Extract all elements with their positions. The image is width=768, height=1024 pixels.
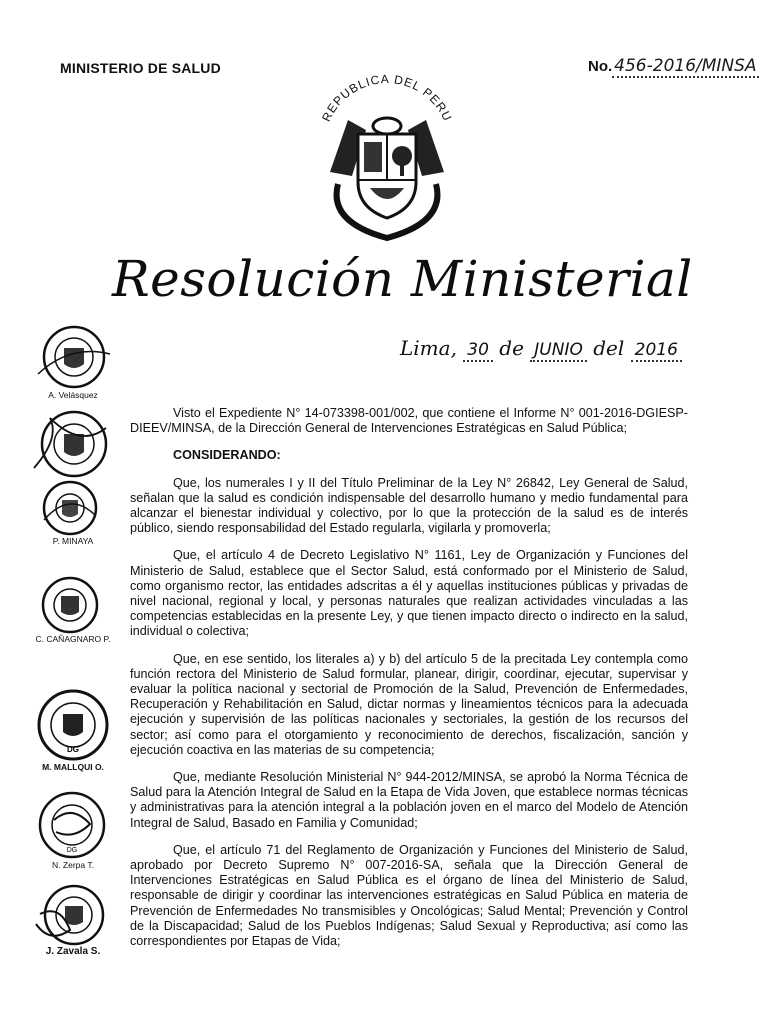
visa-stamp-5 [30, 688, 116, 772]
seal-icon [30, 480, 116, 536]
visa-stamp-6 [30, 790, 116, 870]
ministry-name: MINISTERIO DE SALUD [60, 60, 221, 76]
document-title: Resolución Ministerial [112, 250, 693, 308]
considerando-heading: CONSIDERANDO: [173, 448, 281, 463]
seal-icon [30, 408, 116, 480]
peru-coat-of-arms [308, 72, 466, 244]
visa-stamp-2 [30, 408, 116, 480]
visa-name-7: J. Zavala S. [45, 946, 101, 957]
number-handwritten: 456-2016/MINSA [614, 56, 757, 76]
stamp-sub-5: DG [67, 745, 79, 754]
seal-icon [30, 688, 116, 762]
visa-name-5: M. MALLQUI O. [42, 762, 104, 772]
seal-icon [30, 790, 116, 860]
date-de: de [499, 336, 524, 360]
date-year: 2016 [631, 340, 682, 362]
resolution-number [588, 56, 759, 76]
date-del: del [593, 336, 625, 360]
number-prefix: No. [588, 58, 613, 75]
paragraph-6: Que, el artículo 71 del Reglamento de Organización y Funciones del Ministerio de Salud, aprobado por Decreto Supremo N° 007-2016-SA, señala que la Dirección General de Intervenciones Estratégicas en Salud Pública es el órgano de línea del Ministerio de Salud, responsable de dirigir y coordinar las intervenciones estratégicas en Salud Pública en materia de Prevención de Enfermedades No transmisibles y Oncológicas; Salud Mental; Prevención y Control de la Discapacidad; Salud de los Pueblos Indígenas; Salud Sexual y Reproductiva; así como las correspondientes por Etapas de Vida; [130, 842, 688, 949]
visa-stamp-3 [30, 480, 116, 546]
date-month: JUNIO [530, 340, 587, 362]
paragraph-4: Que, en ese sentido, los literales a) y b) del artículo 5 de la precitada Ley contempla como función rectora del Ministerio de Salud formular, planear, dirigir, coordinar, ejecutar, supervisar y evaluar la política nacional y sectorial de Promoción de la Salud, Prevención de Enfermedades, Recuperación y Rehabilitación en Salud, dictar normas y lineamientos técnicos para la adecuada ejecución y supervisión de las políticas nacionales y sectoriales, la gestión de los recursos del sector; así como para el otorgamiento y reconocimiento de derechos, fiscalización, sanción y ejecución coactiva en las materias de su competencia; [130, 651, 688, 757]
seal-icon [30, 576, 116, 634]
visa-stamp-7 [30, 884, 116, 957]
stamp-sub-6: DG [66, 847, 78, 854]
crest-text: REPUBLICA DEL PERU [319, 72, 455, 124]
date-line [400, 336, 682, 360]
visa-stamp-4 [30, 576, 116, 644]
paragraph-5: Que, mediante Resolución Ministerial N° 944-2012/MINSA, se aprobó la Norma Técnica de Salud para la Atención Integral de Salud en la Etapa de Vida Joven, que establece normas técnicas y administrativas para la atención integral a la población joven en el marco del Modelo de Atención Integral de Salud, Basado en Familia y Comunidad; [130, 770, 688, 830]
visa-name-4: C. CAÑAGNARO P. [35, 634, 111, 644]
svg-text:REPUBLICA DEL PERU [319, 72, 455, 124]
visa-name-1: A. Velásquez [48, 390, 98, 400]
date-day: 30 [463, 340, 493, 362]
visa-name-3: P. MINAYA [52, 536, 94, 546]
paragraph-visto: Visto el Expediente N° 14-073398-001/002, que contiene el Informe N° 001-2016-DGIESP-DIEEV/MINSA, de la Dirección General de Intervenciones Estratégicas en Salud Pública; [130, 406, 688, 436]
date-city: Lima, [400, 336, 457, 360]
paragraph-2: Que, los numerales I y II del Título Preliminar de la Ley N° 26842, Ley General de Salud, señalan que la salud es condición indispensable del desarrollo humano y medio fundamental para alcanzar el bienestar individual y colectivo, por lo que la protección de la salud es de interés público, siendo responsabilidad del Estado regularla, vigilarla y promoverla; [130, 475, 688, 536]
crest-icon [308, 72, 466, 244]
paragraph-3: Que, el artículo 4 de Decreto Legislativo N° 1161, Ley de Organización y Funciones del Ministerio de Salud, establece que el Sector Salud, está conformado por el Ministerio de Salud, como organismo rector, las entidades adscritas a él y aquellas instituciones públicas y privadas de nivel nacional, regional y local, y personas naturales que realizan actividades vinculadas a las competencias establecidas en la presente Ley, y que tienen impacto directo o indirecto en la salud, individual o colectiva; [130, 548, 688, 639]
seal-icon [30, 884, 116, 946]
visa-stamp-1 [30, 324, 116, 400]
visa-name-6: N. Zerpa T. [52, 860, 94, 870]
seal-icon [30, 324, 116, 390]
resolution-body [130, 406, 688, 961]
